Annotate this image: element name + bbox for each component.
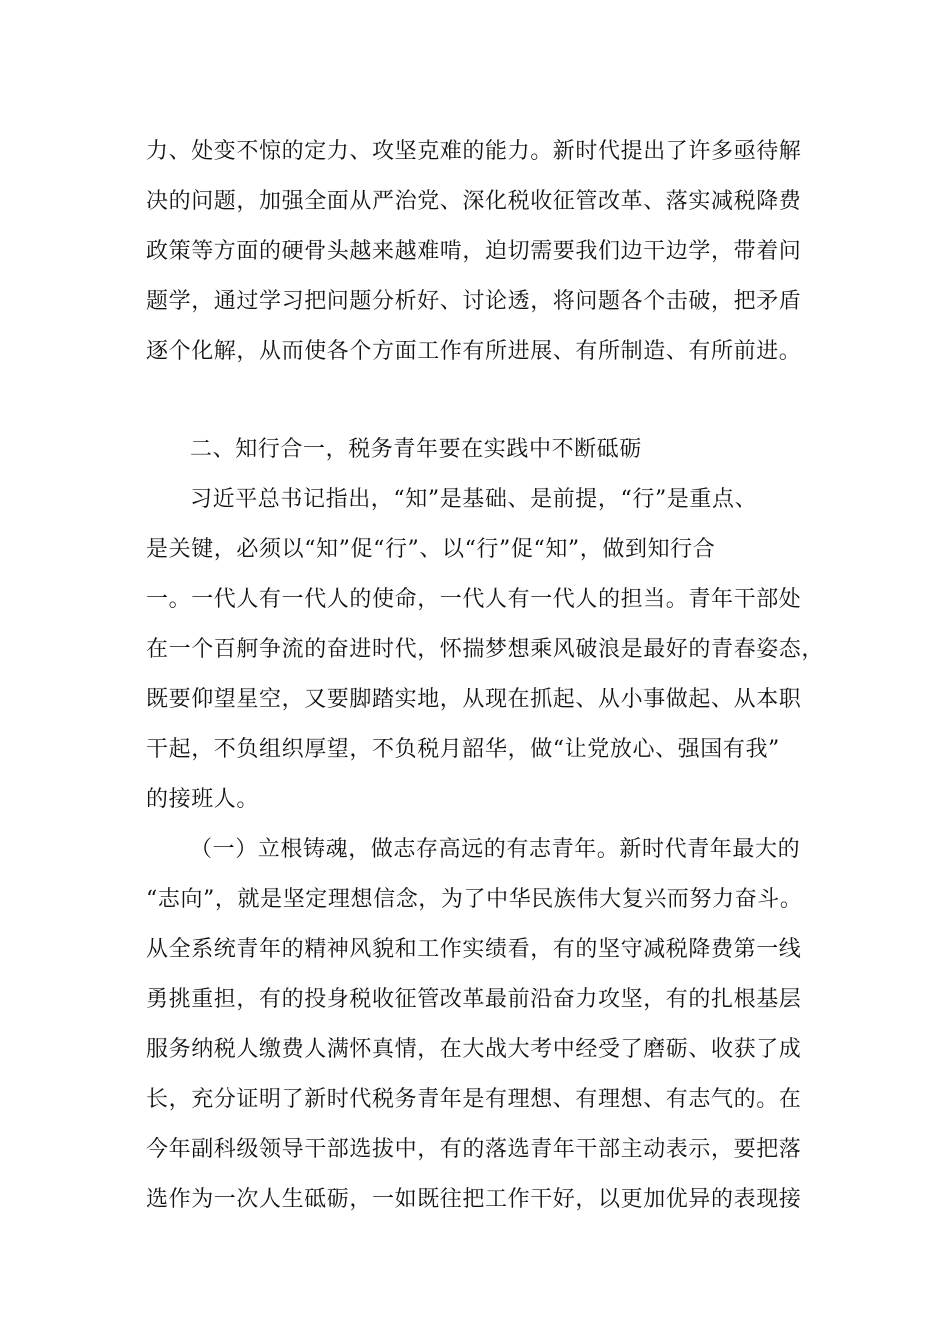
paragraph-line: 逐个化解，从而使各个方面工作有所进展、有所制造、有所前进。 bbox=[146, 339, 802, 364]
paragraph-line: 是关键，必须以“知”促“行”、以“行”促“知”，做到知行合 bbox=[146, 537, 716, 562]
paragraph-line: 干起，不负组织厚望，不负税月韶华，做“让党放心、强国有我” bbox=[146, 737, 780, 762]
paragraph-line: 勇挑重担，有的投身税收征管改革最前沿奋力攻坚，有的扎根基层 bbox=[146, 987, 802, 1012]
paragraph-line: 习近平总书记指出，“知”是基础、是前提，“行”是重点、 bbox=[190, 487, 758, 512]
paragraph-line: “志向”，就是坚定理想信念，为了中华民族伟大复兴而努力奋斗。 bbox=[146, 887, 803, 912]
paragraph-line: 服务纳税人缴费人满怀真情，在大战大考中经受了磨砺、收获了成 bbox=[146, 1037, 802, 1062]
paragraph-line: 政策等方面的硬骨头越来越难啃，迫切需要我们边干边学，带着问 bbox=[146, 239, 802, 264]
paragraph-line: 的接班人。 bbox=[146, 787, 260, 812]
paragraph-line: 题学，通过学习把问题分析好、讨论透，将问题各个击破，把矛盾 bbox=[146, 289, 802, 314]
paragraph-line: （一）立根铸魂，做志存高远的有志青年。新时代青年最大的 bbox=[190, 837, 801, 862]
section-heading: 二、知行合一，税务青年要在实践中不断砥砺 bbox=[190, 437, 643, 462]
paragraph-line: 力、处变不惊的定力、攻坚克难的能力。新时代提出了许多亟待解 bbox=[146, 139, 802, 164]
paragraph-line: 一。一代人有一代人的使命，一代人有一代人的担当。青年干部处 bbox=[146, 587, 802, 612]
paragraph-line: 既要仰望星空，又要脚踏实地，从现在抓起、从小事做起、从本职 bbox=[146, 687, 802, 712]
paragraph-line: 选作为一次人生砥砺，一如既往把工作干好，以更加优异的表现接 bbox=[146, 1187, 802, 1212]
paragraph-line: 从全系统青年的精神风貌和工作实绩看，有的坚守减税降费第一线 bbox=[146, 937, 802, 962]
paragraph-line: 决的问题，加强全面从严治党、深化税收征管改革、落实减税降费 bbox=[146, 189, 802, 214]
paragraph-line: 在一个百舸争流的奋进时代，怀揣梦想乘风破浪是最好的青春姿态， bbox=[146, 637, 825, 662]
paragraph-line: 今年副科级领导干部选拔中，有的落选青年干部主动表示，要把落 bbox=[146, 1137, 802, 1162]
paragraph-line: 长，充分证明了新时代税务青年是有理想、有理想、有志气的。在 bbox=[146, 1087, 802, 1112]
